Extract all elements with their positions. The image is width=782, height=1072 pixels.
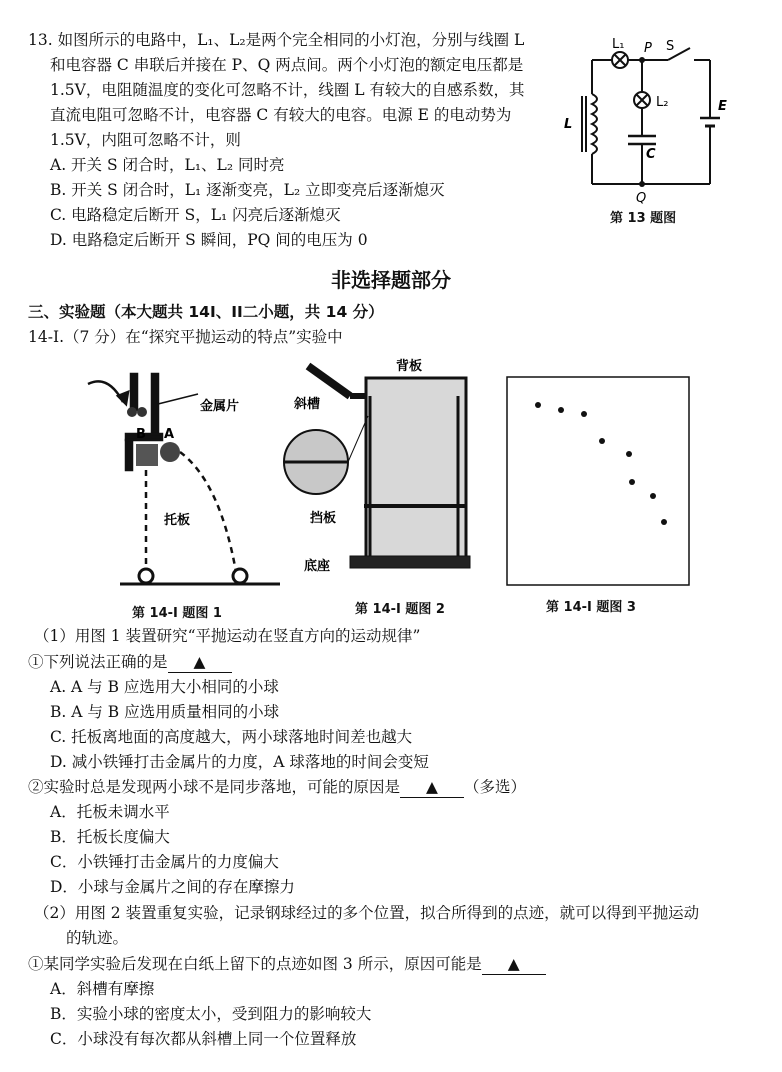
fig2-label-chute: 斜槽	[294, 397, 321, 412]
part1-q1-stem	[28, 652, 232, 673]
part2-title-line1: （2）用图 2 装置重复实验，记录钢球经过的多个位置，拟合所得到的点迹，就可以得到平抛运动	[34, 904, 700, 922]
label-s: S	[666, 39, 675, 54]
part1-q1-option-d: D. 减小铁锤打击金属片的力度，A 球落地的时间会变短	[50, 753, 429, 771]
part1-q1-stem-text: ①下列说法正确的是	[28, 653, 168, 671]
fig2-label-stop: 挡板	[310, 511, 337, 526]
part1-q2-stem	[28, 777, 526, 798]
label-q: Q	[636, 191, 647, 206]
part1-q2-blank: ▲	[400, 777, 464, 798]
label-l1: L₁	[612, 37, 625, 52]
q13-option-a: A. 开关 S 闭合时，L₁、L₂ 同时亮	[50, 156, 285, 174]
label-l2: L₂	[656, 95, 669, 110]
part1-q2-option-d: D．小球与金属片之间的存在摩擦力	[50, 878, 295, 896]
label-c: C	[646, 147, 656, 162]
label-e: E	[718, 99, 727, 114]
fig1-label-a: A	[164, 427, 175, 442]
q14-intro: 14-I.（7 分）在“探究平抛运动的特点”实验中	[28, 328, 343, 346]
part2-q1-option-c: C．小球没有每次都从斜槽上同一个位置释放	[50, 1030, 357, 1048]
part1-q2-option-b: B．托板长度偏大	[50, 828, 170, 846]
part1-q1-blank: ▲	[168, 652, 232, 673]
fig2-caption: 第 14-I 题图 2	[355, 602, 445, 617]
q13-line-3: 1.5V，电阻随温度的变化可忽略不计，线圈 L 有较大的自感系数，其	[50, 81, 525, 99]
part1-q2-suffix: （多选）	[464, 778, 527, 796]
fig1-label-tray: 托板	[164, 513, 191, 528]
q13-line-4: 直流电阻可忽略不计，电容器 C 有较大的电容。电源 E 的电动势为	[50, 106, 512, 124]
section-title: 非选择题部分	[331, 268, 451, 292]
part2-title-line2: 的轨迹。	[66, 929, 129, 947]
q13-circuit-diagram	[560, 28, 740, 228]
q13-line-1: 13. 如图所示的电路中，L₁、L₂是两个完全相同的小灯泡，分别与线圈 L	[28, 31, 525, 49]
fig1-apparatus	[80, 360, 280, 592]
part1-q2-stem-text: ②实验时总是发现两小球不是同步落地，可能的原因是	[28, 778, 401, 796]
part1-q2-option-c: C．小铁锤打击金属片的力度偏大	[50, 853, 279, 871]
q13-option-c: C. 电路稳定后断开 S，L₁ 闪亮后逐渐熄灭	[50, 206, 341, 224]
part2-q1-option-b: B．实验小球的密度太小，受到阻力的影响较大	[50, 1005, 372, 1023]
part1-title: （1）用图 1 装置研究“平抛运动在竖直方向的运动规律”	[34, 627, 421, 645]
fig3-dot-trace	[506, 376, 690, 586]
part2-q1-stem-text: ①某同学实验后发现在白纸上留下的点迹如图 3 所示，原因可能是	[28, 955, 482, 973]
fig3-caption: 第 14-I 题图 3	[546, 600, 636, 615]
fig2-label-back: 背板	[396, 359, 423, 374]
q13-option-b: B. 开关 S 闭合时，L₁ 逐渐变亮，L₂ 立即变亮后逐渐熄灭	[50, 181, 445, 199]
part1-q1-option-c: C. 托板离地面的高度越大，两小球落地时间差也越大	[50, 728, 413, 746]
q13-line-5: 1.5V，内阻可忽略不计，则	[50, 131, 241, 149]
part2-q1-blank: ▲	[482, 954, 546, 975]
label-l: L	[564, 117, 573, 132]
part1-q1-option-b: B. A 与 B 应选用质量相同的小球	[50, 703, 280, 721]
fig1-label-metal: 金属片	[200, 399, 240, 414]
fig2-label-base: 底座	[304, 559, 331, 574]
part2-q1-option-a: A．斜槽有摩擦	[50, 980, 155, 998]
part2-q1-stem	[28, 954, 546, 975]
q13-line-2: 和电容器 C 串联后并接在 P、Q 两点间。两个小灯泡的额定电压都是	[50, 56, 524, 74]
fig1-label-b: B	[136, 427, 146, 442]
part1-q2-option-a: A．托板未调水平	[50, 803, 170, 821]
fig1-caption: 第 14-I 题图 1	[132, 606, 222, 621]
part1-q1-option-a: A. A 与 B 应选用大小相同的小球	[50, 678, 279, 696]
fig2-apparatus	[280, 356, 480, 582]
part3-heading: 三、实验题（本大题共 14I、II二小题，共 14 分）	[28, 303, 384, 321]
q13-option-d: D. 电路稳定后断开 S 瞬间，PQ 间的电压为 0	[50, 231, 368, 249]
q13-caption: 第 13 题图	[610, 211, 677, 226]
label-p: P	[644, 41, 652, 56]
